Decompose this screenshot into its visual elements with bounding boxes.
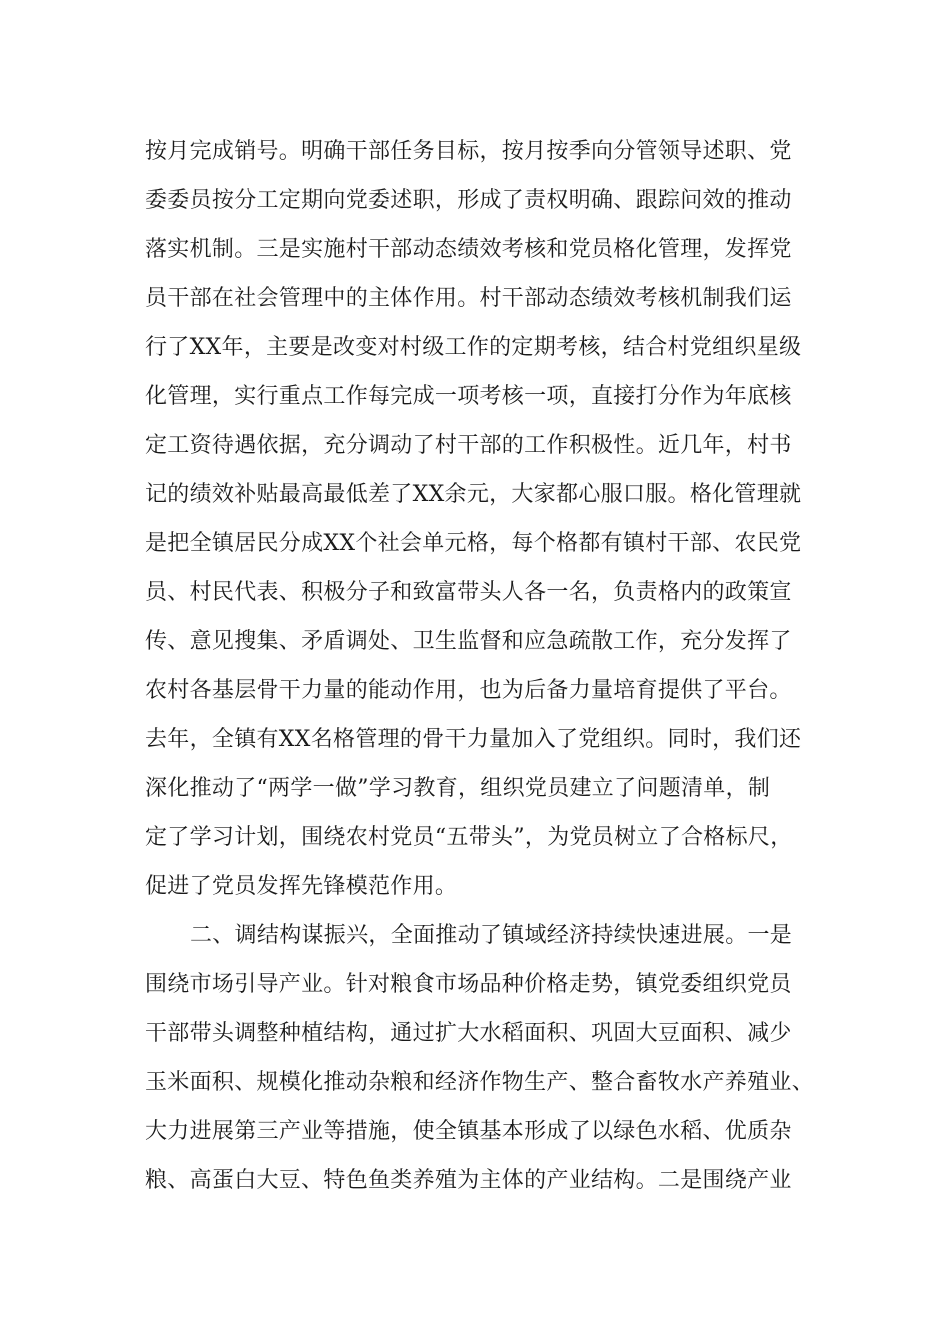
text-line: 定工资待遇依据，充分调动了村干部的工作积极性。近几年，村书 [145,433,792,458]
text-line: 委委员按分工定期向党委述职，形成了责权明确、跟踪问效的推动 [145,188,792,213]
text-line: 促进了党员发挥先锋模范作用。 [145,874,458,899]
text-line: 员干部在社会管理中的主体作用。村干部动态绩效考核机制我们运 [145,286,792,311]
text-line: 传、意见搜集、矛盾调处、卫生监督和应急疏散工作，充分发挥了 [145,629,792,654]
text-line: 行了XX年，主要是改变对村级工作的定期考核，结合村党组织星级 [145,335,802,360]
text-line: 化管理，实行重点工作每完成一项考核一项，直接打分作为年底核 [145,384,792,409]
text-line: 围绕市场引导产业。针对粮食市场品种价格走势，镇党委组织党员 [145,972,792,997]
text-line: 玉米面积、规模化推动杂粮和经济作物生产、整合畜牧水产养殖业、 [145,1070,815,1095]
text-line: 落实机制。三是实施村干部动态绩效考核和党员格化管理，发挥党 [145,237,792,262]
text-line: 按月完成销号。明确干部任务目标，按月按季向分管领导述职、党 [145,139,792,164]
text-line: 干部带头调整种植结构，通过扩大水稻面积、巩固大豆面积、减少 [145,1021,792,1046]
text-line: 去年，全镇有XX名格管理的骨干力量加入了党组织。同时，我们还 [145,727,802,752]
text-line: 员、村民代表、积极分子和致富带头人各一名，负责格内的政策宣 [145,580,792,605]
paragraph-start-line: 二、调结构谋振兴，全面推动了镇域经济持续快速进展。一是 [190,923,793,948]
text-line: 大力进展第三产业等措施，使全镇基本形成了以绿色水稻、优质杂 [145,1119,792,1144]
text-line: 粮、高蛋白大豆、特色鱼类养殖为主体的产业结构。二是围绕产业 [145,1168,792,1193]
text-line: 定了学习计划，围绕农村党员“五带头”，为党员树立了合格标尺， [145,825,793,850]
text-line: 记的绩效补贴最高最低差了XX余元，大家都心服口服。格化管理就 [145,482,802,507]
text-line: 深化推动了“两学一做”学习教育，组织党员建立了问题清单，制 [145,776,771,801]
text-line: 农村各基层骨干力量的能动作用，也为后备力量培育提供了平台。 [145,678,792,703]
text-line: 是把全镇居民分成XX个社会单元格，每个格都有镇村干部、农民党 [145,531,802,556]
